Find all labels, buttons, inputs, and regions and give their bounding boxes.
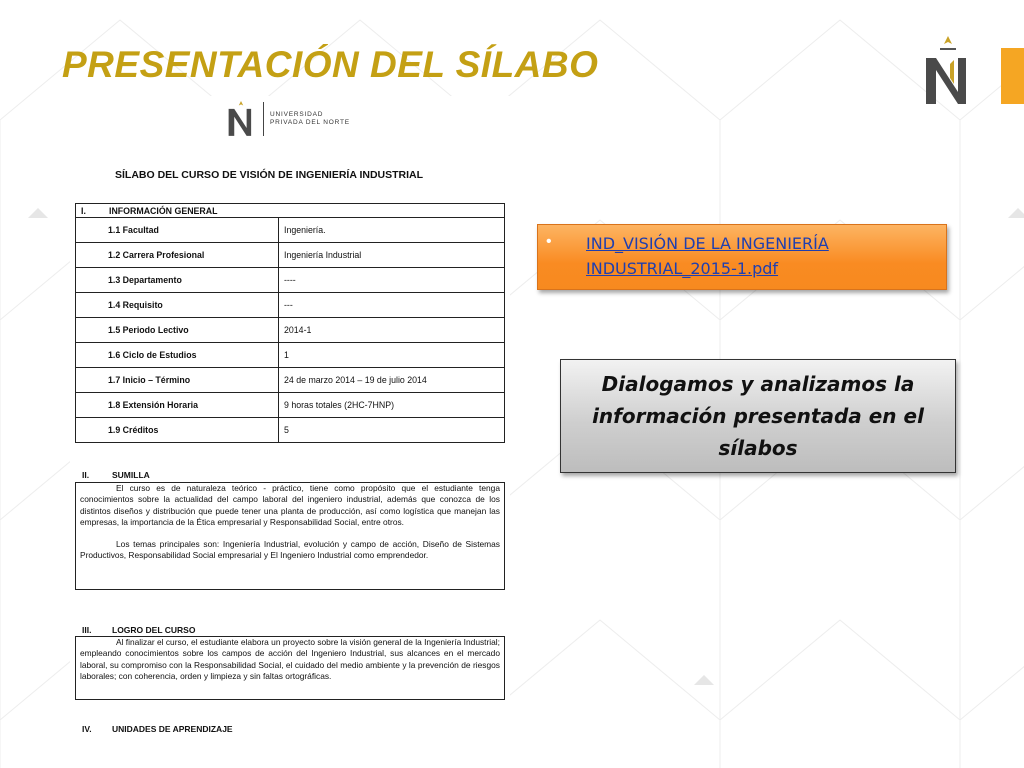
discussion-callout bbox=[560, 359, 956, 473]
row-label: 1.5 Periodo Lectivo bbox=[76, 318, 279, 343]
section-heading: UNIDADES DE APRENDIZAJE bbox=[112, 724, 233, 734]
sumilla-paragraph: El curso es de naturaleza teórico - práctico, tiene como propósito que el estudiante tenga conocimientos sobre la actualidad del campo laboral del ingeniero industrial, además que conozca de los distintos diseños y distribución que puede tener una planta de producción, así como logística que manejan las empresas, la importancia de la Ética empresarial y Responsabilidad Social, entre otros. bbox=[80, 483, 500, 528]
table-row bbox=[76, 318, 505, 343]
university-logo-icon bbox=[920, 34, 976, 108]
general-info-table bbox=[75, 203, 505, 443]
sumilla-text-box bbox=[75, 482, 505, 590]
row-value: Ingeniería. bbox=[279, 218, 505, 243]
table-header-row bbox=[76, 204, 505, 218]
table-row bbox=[76, 218, 505, 243]
sumilla-paragraph: Los temas principales son: Ingeniería Industrial, evolución y campo de acción, Diseño de Sistemas Productivos, Responsabilidad Social empresarial y El Ingeniero Industrial como emprendedor. bbox=[80, 538, 500, 561]
document-title: SÍLABO DEL CURSO DE VISIÓN DE INGENIERÍA INDUSTRIAL bbox=[115, 169, 424, 181]
section-heading: LOGRO DEL CURSO bbox=[112, 625, 196, 635]
row-label: 1.7 Inicio – Término bbox=[76, 368, 279, 393]
row-value: ---- bbox=[279, 268, 505, 293]
logo-separator bbox=[263, 102, 264, 136]
section-number: IV. bbox=[82, 724, 92, 734]
row-label: 1.1 Facultad bbox=[76, 218, 279, 243]
row-label: 1.3 Departamento bbox=[76, 268, 279, 293]
general-info-heading bbox=[76, 204, 505, 218]
university-name-line1: UNIVERSIDAD bbox=[270, 111, 324, 118]
row-value: 1 bbox=[279, 343, 505, 368]
row-value: Ingeniería Industrial bbox=[279, 243, 505, 268]
logro-paragraph: Al finalizar el curso, el estudiante elabora un proyecto sobre la visión general de la Ingeniería Industrial; empleando conocimientos sobre los campos de acción del Ingeniero Industrial, sus alcances en el mercado laboral, su compromiso con la Responsabilidad Social, el cuidado del medio ambiente y la prevención de riesgos laborales; con coherencia, orden y limpieza y sin faltas ortográficas. bbox=[80, 637, 500, 682]
section-heading: SUMILLA bbox=[112, 470, 150, 480]
logro-text-box bbox=[75, 636, 505, 700]
row-value: 9 horas totales (2HC-7HNP) bbox=[279, 393, 505, 418]
row-label: 1.6 Ciclo de Estudios bbox=[76, 343, 279, 368]
table-row bbox=[76, 343, 505, 368]
table-row bbox=[76, 243, 505, 268]
logro-heading bbox=[82, 625, 195, 635]
row-value: --- bbox=[279, 293, 505, 318]
row-value: 24 de marzo 2014 – 19 de julio 2014 bbox=[279, 368, 505, 393]
section-number: III. bbox=[82, 625, 92, 635]
sumilla-heading bbox=[82, 470, 150, 480]
row-label: 1.8 Extensión Horaria bbox=[76, 393, 279, 418]
document-logo bbox=[225, 101, 350, 137]
table-row bbox=[76, 268, 505, 293]
table-row bbox=[76, 393, 505, 418]
unidades-heading bbox=[82, 724, 233, 734]
row-label: 1.2 Carrera Profesional bbox=[76, 243, 279, 268]
discussion-text: Dialogamos y analizamos la información presentada en el sílabos bbox=[592, 372, 924, 460]
university-name-line2: PRIVADA DEL NORTE bbox=[270, 119, 350, 126]
row-value: 2014-1 bbox=[279, 318, 505, 343]
table-row bbox=[76, 293, 505, 318]
section-number: II. bbox=[82, 470, 90, 480]
slide-title: PRESENTACIÓN DEL SÍLABO bbox=[62, 44, 599, 85]
university-logo-small-icon bbox=[225, 101, 257, 137]
university-name bbox=[270, 111, 350, 127]
row-label: 1.4 Requisito bbox=[76, 293, 279, 318]
row-value: 5 bbox=[279, 418, 505, 443]
brand-accent-bar bbox=[1001, 48, 1024, 104]
bullet-icon: • bbox=[546, 233, 552, 250]
table-row bbox=[76, 368, 505, 393]
pdf-link-box bbox=[537, 224, 947, 290]
table-row bbox=[76, 418, 505, 443]
section-heading: INFORMACIÓN GENERAL bbox=[109, 205, 218, 216]
syllabus-pdf-link[interactable]: IND_VISIÓN DE LA INGENIERÍA INDUSTRIAL_2015-1.pdf bbox=[586, 234, 829, 278]
section-number: I. bbox=[81, 205, 86, 216]
syllabus-document bbox=[70, 96, 510, 768]
row-label: 1.9 Créditos bbox=[76, 418, 279, 443]
